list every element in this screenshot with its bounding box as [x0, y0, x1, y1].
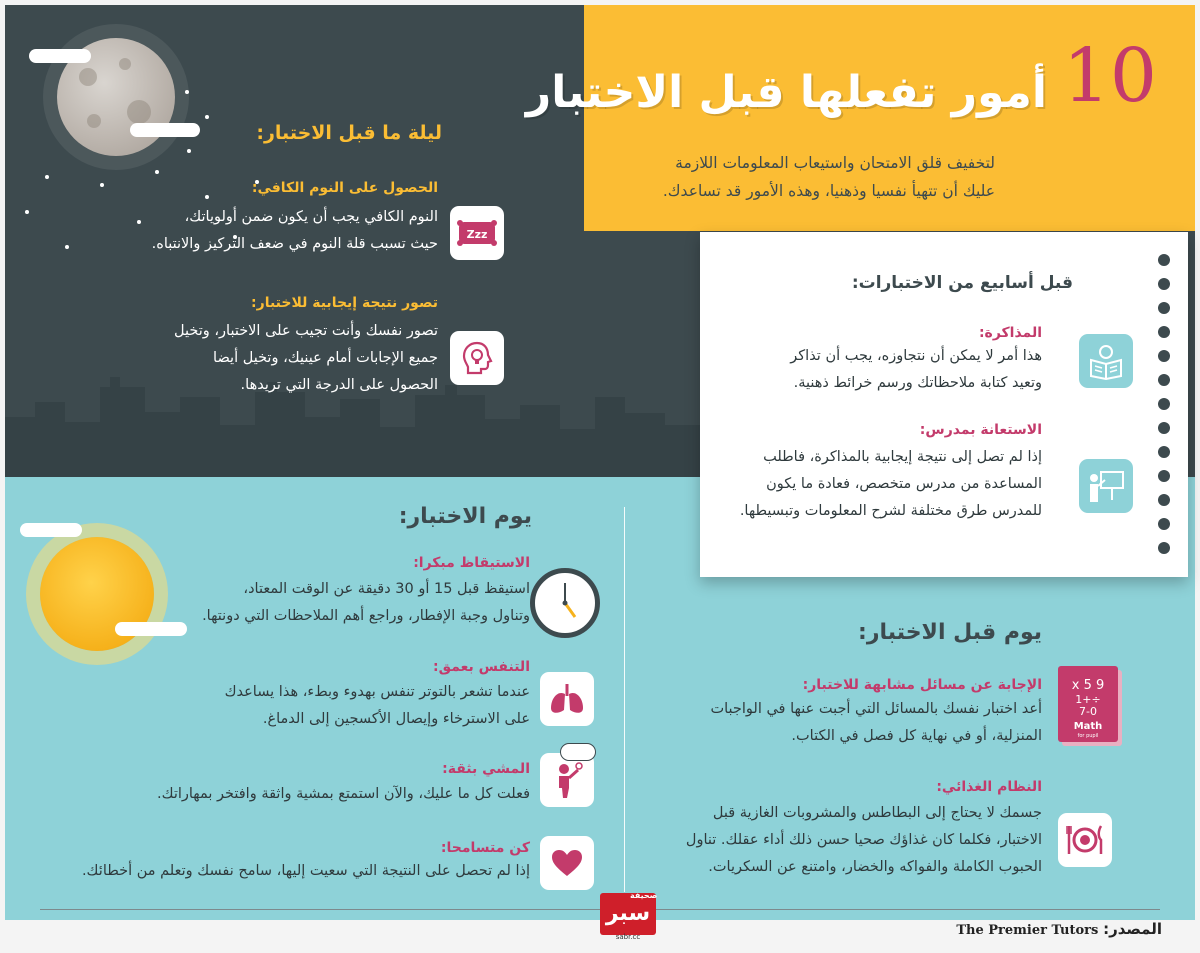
item-title-wake-early: الاستيقاظ مبكرا: [413, 555, 530, 571]
binder-ring-icon [1158, 350, 1170, 362]
item-body-practice-problems [582, 696, 1042, 750]
item-body-studying [702, 343, 1042, 397]
clock-icon [530, 568, 600, 638]
star-icon [205, 115, 209, 119]
cloud-illustration [29, 49, 91, 63]
item-body-diet [572, 800, 1042, 881]
body-line: الاختبار، فكلما كان غذاؤك صحيا حسن ذلك أداء عقلك. تناول [685, 832, 1042, 848]
plate-fork-knife-icon [1058, 813, 1112, 867]
source-value: The Premier Tutors [956, 923, 1099, 938]
binder-ring-icon [1158, 422, 1170, 434]
logo-site: sabr.cc [615, 933, 641, 941]
source-credit [956, 920, 1162, 938]
body-line: على الاسترخاء وإيصال الأكسجين إلى الدماغ. [262, 711, 530, 727]
body-line: جميع الإجابات أمام عينيك، وتخيل أيضا [213, 350, 438, 366]
source-label: المصدر: [1103, 920, 1162, 938]
item-body-wake-early [70, 576, 530, 630]
star-icon [45, 175, 49, 179]
binder-ring-icon [1158, 446, 1170, 458]
section-header-weeks-before: قبل أسابيع من الاختبارات: [851, 273, 1073, 293]
star-icon [100, 183, 104, 187]
item-title-enough-sleep: الحصول على النوم الكافي: [251, 180, 438, 196]
item-body-enough-sleep [18, 204, 438, 258]
svg-text:Math: Math [1073, 721, 1103, 732]
confident-person-icon [540, 753, 594, 807]
star-icon [185, 90, 189, 94]
title-number: 10 [1062, 33, 1157, 119]
binder-ring-icon [1158, 494, 1170, 506]
heart-icon [540, 836, 594, 890]
binder-ring-icon [1158, 302, 1170, 314]
star-icon [155, 170, 159, 174]
item-title-visualize-result: تصور نتيجة إيجابية للاختبار: [251, 295, 438, 311]
item-title-tutor-help: الاستعانة بمدرس: [919, 422, 1042, 438]
body-line: استيقظ قبل 15 أو 30 دقيقة عن الوقت المعتاد، [243, 581, 530, 597]
svg-text:x 5 9: x 5 9 [1071, 678, 1105, 693]
item-title-studying: المذاكرة: [978, 325, 1042, 341]
reading-book-icon [1079, 334, 1133, 388]
binder-ring-icon [1158, 278, 1170, 290]
thought-bubble-icon [560, 743, 596, 761]
item-body-visualize-result [18, 318, 438, 399]
head-lightbulb-icon [450, 331, 504, 385]
pillow-zzz-icon [450, 206, 504, 260]
logo-word: سبر [605, 901, 651, 926]
body-line: النوم الكافي يجب أن يكون ضمن أولوياتك، [184, 209, 438, 225]
section-header-exam-day: يوم الاختبار: [398, 504, 532, 529]
binder-ring-icon [1158, 398, 1170, 410]
body-line: تصور نفسك وأنت تجيب على الاختبار، وتخيل [173, 323, 438, 339]
binder-ring-icon [1158, 326, 1170, 338]
svg-text:1+÷: 1+÷ [1075, 693, 1101, 706]
binder-ring-icon [1158, 518, 1170, 530]
lungs-icon [540, 672, 594, 726]
star-icon [205, 195, 209, 199]
item-title-breathe-deeply: التنفس بعمق: [433, 659, 530, 675]
item-body-breathe-deeply [70, 679, 530, 733]
body-line: الحصول على الدرجة التي تريدها. [240, 377, 438, 393]
body-line: إذا لم تحصل على النتيجة التي سعيت إليها، سامح نفسك وتعلم من أخطائك. [81, 863, 530, 879]
binder-ring-icon [1158, 254, 1170, 266]
newspaper-logo [600, 893, 656, 943]
cloud-illustration [130, 123, 200, 137]
item-title-practice-problems: الإجابة عن مسائل مشابهة للاختبار: [802, 677, 1042, 693]
star-icon [187, 149, 191, 153]
body-line: وتعيد كتابة ملاحظاتك ورسم خرائط ذهنية. [793, 375, 1042, 391]
cloud-illustration [20, 523, 82, 537]
body-line: المنزلية، أو في نهاية كل فصل في الكتاب. [791, 728, 1042, 744]
svg-text:for pupil: for pupil [1077, 733, 1099, 739]
subtitle-line: عليك أن تتهيأ نفسيا وذهنيا، وهذه الأمور قد تساعدك. [662, 182, 995, 200]
body-line: هذا أمر لا يمكن أن نتجاوزه، يجب أن تذاكر [790, 348, 1042, 364]
binder-ring-icon [1158, 542, 1170, 554]
body-line: وتناول وجبة الإفطار، وراجع أهم الملاحظات التي دونتها. [202, 608, 530, 624]
logo-top-text: صحيفة [630, 891, 658, 900]
svg-text:Zzz: Zzz [466, 228, 488, 241]
item-body-tutor-help [702, 444, 1042, 525]
body-line: جسمك لا يحتاج إلى البطاطس والمشروبات الغازية قبل [712, 805, 1042, 821]
body-line: المساعدة من مدرس متخصص، فعادة ما يكون [766, 476, 1042, 492]
item-title-walk-confidently: المشي بثقة: [442, 761, 530, 777]
body-line: عندما تشعر بالتوتر تنفس بهدوء وبطء، هذا يساعدك [224, 684, 530, 700]
body-line: الحبوب الكاملة والفواكه والخضار، وامتنع عن السكريات. [708, 859, 1042, 875]
item-body-be-forgiving [30, 858, 530, 885]
math-book-icon [1058, 666, 1118, 742]
body-line: فعلت كل ما عليك، والآن استمتع بمشية واثقة وافتخر بمهاراتك. [156, 786, 530, 802]
subtitle [605, 149, 995, 205]
binder-ring-icon [1158, 374, 1170, 386]
section-header-day-before: يوم قبل الاختبار: [858, 620, 1042, 645]
teacher-board-icon [1079, 459, 1133, 513]
item-title-be-forgiving: كن متسامحا: [440, 840, 530, 856]
body-line: للمدرس طرق مختلفة لشرح المعلومات وتبسيطها. [739, 503, 1042, 519]
item-title-diet: النظام الغذائي: [936, 779, 1042, 795]
subtitle-line: لتخفيف قلق الامتحان واستيعاب المعلومات اللازمة [675, 154, 995, 172]
title-card [525, 5, 1195, 231]
svg-text:7-0: 7-0 [1079, 705, 1097, 718]
section-header-night-before: ليلة ما قبل الاختبار: [256, 122, 442, 144]
body-line: أعد اختبار نفسك بالمسائل التي أجبت عنها في الواجبات [710, 701, 1042, 717]
body-line: حيث تسبب قلة النوم في ضعف التركيز والانتباه. [151, 236, 438, 252]
body-line: إذا لم تصل إلى نتيجة إيجابية بالمذاكرة، فاطلب [763, 449, 1042, 465]
item-body-walk-confidently [50, 781, 530, 808]
page-title: أمور تفعلها قبل الاختبار [525, 67, 1047, 118]
binder-ring-icon [1158, 470, 1170, 482]
